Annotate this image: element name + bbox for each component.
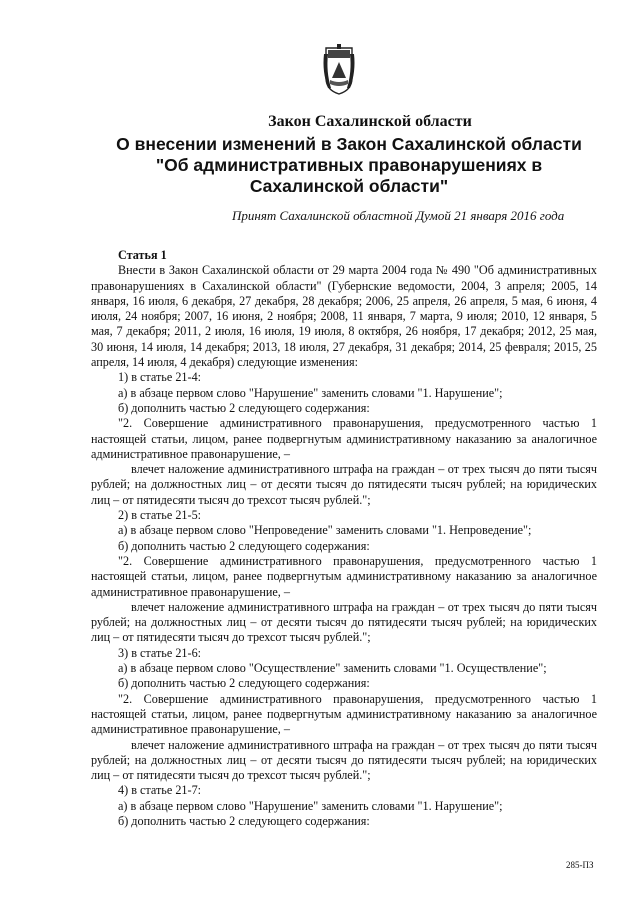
amendment-line: влечет наложение административного штрафа на граждан – от трех тысяч до пяти тысяч рублей; на должностных лиц – от десяти тысяч до пятидесяти тысяч рублей; на юридических лиц – от пятидесяти тысяч до трехсот тысяч рублей."; <box>91 462 597 507</box>
amendment-line: б) дополнить частью 2 следующего содержания: <box>118 676 370 691</box>
amendment-line: а) в абзаце первом слово "Нарушение" заменить словами "1. Нарушение"; <box>118 798 503 813</box>
law-subject-title: О внесении изменений в Закон Сахалинской области "Об административных правонарушениях в Сахалинской области" <box>116 134 582 196</box>
amendment-line: 4) в статье 21-7: <box>118 783 202 798</box>
amendment-line: б) дополнить частью 2 следующего содержания: <box>118 538 370 553</box>
amendment-line: а) в абзаце первом слово "Непроведение" заменить словами "1. Непроведение"; <box>118 523 532 538</box>
amendment-line: влечет наложение административного штрафа на граждан – от трех тысяч до пяти тысяч рублей; на должностных лиц – от десяти тысяч до пятидесяти тысяч рублей; на юридических лиц – от пятидесяти тысяч до трехсот тысяч рублей."; <box>91 599 597 645</box>
amendment-line: 2) в статье 21-5: <box>118 508 202 523</box>
document-body <box>91 248 597 829</box>
article-heading: Статья 1 <box>118 248 167 262</box>
amendment-line: "2. Совершение административного правонарушения, предусмотренного частью 1 настоящей статьи, лицом, ранее подвергнутым административному наказанию за аналогичное административное правонарушение, – <box>91 416 597 461</box>
amendment-line: а) в абзаце первом слово "Осуществление" заменить словами "1. Осуществление"; <box>118 661 547 676</box>
amendment-list <box>91 370 597 829</box>
amendment-line: б) дополнить частью 2 следующего содержания: <box>118 400 370 415</box>
article-intro: Внести в Закон Сахалинской области от 29 марта 2004 года № 490 "Об административных правонарушениях в Сахалинской области" (Губернские ведомости, 2004, 3 апреля; 2005, 14 января, 16 июля, 6 декабря, 27 декабря, 28 декабря; 2006, 25 апреля, 26 апреля, 5 мая, 6 июня, 4 июля, 24 ноября; 2007, 16 июня, 2 ноября; 2008, 11 января, 7 марта, 9 июля; 2010, 12 января, 5 мая, 7 декабря; 2011, 2 июля, 16 июля, 19 июля, 8 октября, 26 ноября, 17 декабря; 2012, 25 мая, 30 июня, 14 июля, 14 декабря; 2013, 18 июля, 27 декабря, 31 декабря; 2014, 25 февраля; 2015, 25 апреля, 14 июля, 4 декабря) следующие изменения: <box>91 263 597 370</box>
amendment-line: 3) в статье 21-6: <box>118 645 202 660</box>
amendment-line: "2. Совершение административного правонарушения, предусмотренного частью 1 настоящей статьи, лицом, ранее подвергнутым административному наказанию за аналогичное административное правонарушение, – <box>91 691 597 737</box>
page-code: 285-ПЗ <box>566 860 594 870</box>
amendment-line: б) дополнить частью 2 следующего содержания: <box>118 813 370 828</box>
adoption-note: Принят Сахалинской областной Думой 21 января 2016 года <box>232 208 565 223</box>
coat-of-arms-emblem <box>322 44 356 96</box>
amendment-line: "2. Совершение административного правонарушения, предусмотренного частью 1 настоящей статьи, лицом, ранее подвергнутым административному наказанию за аналогичное административное правонарушение, – <box>91 553 597 599</box>
amendment-line: влечет наложение административного штрафа на граждан – от трех тысяч до пяти тысяч рублей; на должностных лиц – от десяти тысяч до пятидесяти тысяч рублей; на юридических лиц – от пятидесяти тысяч до трехсот тысяч рублей."; <box>91 737 597 783</box>
amendment-line: а) в абзаце первом слово "Нарушение" заменить словами "1. Нарушение"; <box>118 385 503 400</box>
law-title: Закон Сахалинской области <box>268 113 472 130</box>
amendment-line: 1) в статье 21-4: <box>118 370 202 385</box>
